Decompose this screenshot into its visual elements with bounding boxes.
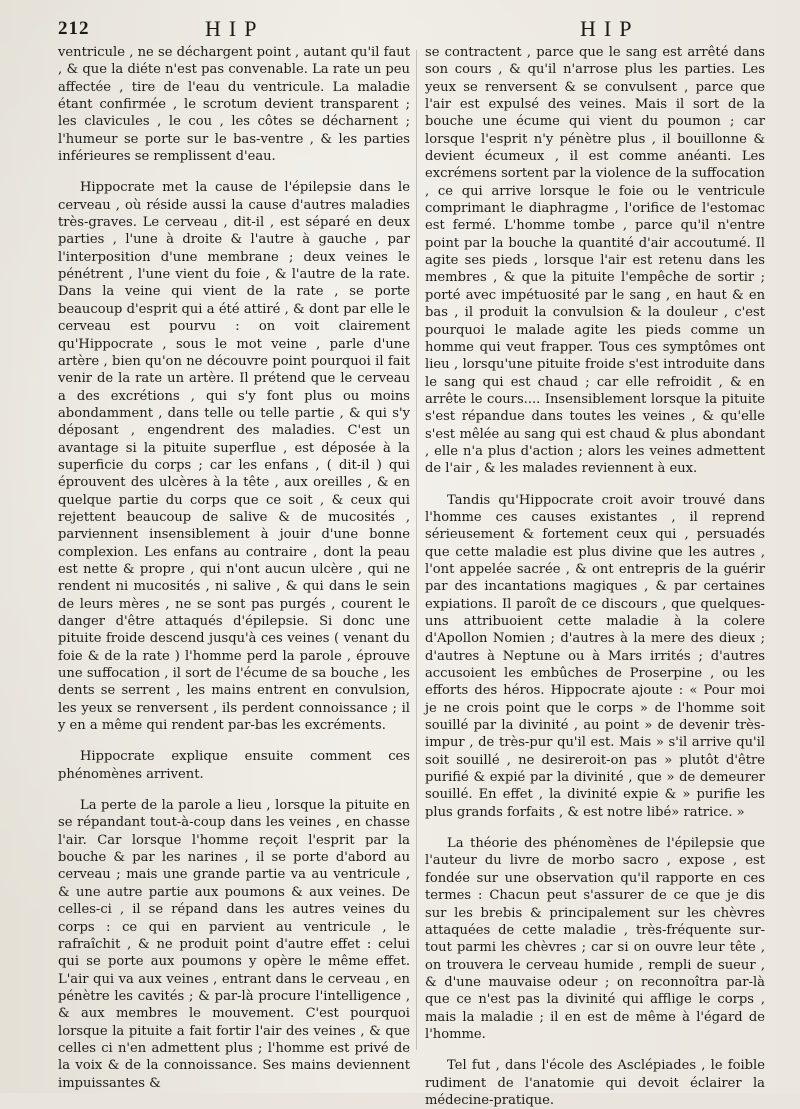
page-number: 212: [58, 18, 90, 39]
paragraph: La théorie des phénomènes de l'épilepsie que l'auteur du livre de morbo sacro , expose , est fondée sur une observation qu'il rapporte en ces termes : Chacun peut s'assurer de ce que je dis sur les brebis & principalement sur les chèvres attaquées de cette maladie , très-fréquente sur-tout parmi les chèvres ; car si on ouvre leur tête , on trouvera le cerveau humide , rempli de sueur , & d'une mauvaise odeur ; on reconnoîtra par-là que ce n'est pas la divinité qui afflige le corps , mais la maladie ; il en est de même à l'égard de l'homme.: [425, 836, 765, 1042]
column-divider: [416, 50, 417, 1050]
right-column: [425, 44, 765, 1109]
paragraph: ventricule , ne se déchargent point , autant qu'il faut , & que la diéte n'est pas convenable. La rate un peu affectée , tire de l'eau du ventricule. La maladie étant confirmée , le scrotum devient transparent ; les clavicules , le cou , les côtes se décharnent ; l'humeur se porte sur le bas-ventre , & les parties inférieures se remplissent d'eau.: [58, 45, 410, 165]
running-head-left: HIP: [205, 16, 265, 41]
running-head-right: HIP: [580, 16, 640, 41]
left-column: [58, 44, 410, 1092]
paragraph: Tel fut , dans l'école des Asclépiades , le foible rudiment de l'anatomie qui devoit éclairer la médecine-pratique.: [425, 1058, 765, 1108]
paragraph: La perte de la parole a lieu , lorsque la pituite en se répandant tout-à-coup dans les veines , en chasse l'air. Car lorsque l'homme reçoit l'esprit par la bouche & par les narines , il se porte d'abord au cerveau ; mais une grande partie va au ventricule , & une autre partie aux poumons & aux veines. De celles-ci , il se répand dans les autres veines du corps : ce qui en parvient au ventricule , le rafraîchit , & ne produit point d'autre effet : celui qui se porte aux poumons y opère le même effet. L'air qui va aux veines , entrant dans le cerveau , en pénètre les cavités ; & par-là procure l'intelligence , & aux membres le mouvement. C'est pourquoi lorsque la pituite a fait fortir l'air des veines , & que celles ci n'en admettent plus ; l'homme est privé de la voix & de la connoissance. Ses mains deviennent impuissantes &: [58, 798, 410, 1091]
page-header: [0, 16, 800, 44]
paragraph: Tandis qu'Hippocrate croit avoir trouvé dans l'homme ces causes existantes , il reprend sérieusement & fortement ceux qui , persuadés que cette maladie est plus divine que les autres , l'ont appelée sacrée , & ont entrepris de la guérir par des incantations magiques , & par certaines expiations. Il paroît de ce discours , que quelques-uns attribuoient cette maladie à la colere d'Apollon Nomien ; d'autres à la mere des dieux ; d'autres à Neptune ou à Mars irrités ; d'autres accusoient les embûches de Proserpine , ou les efforts des héros. Hippocrate ajoute : « Pour moi je ne crois point que le corps » de l'homme soit souillé par la divinité , au point » de devenir très-impur , de très-pur qu'il est. Mais » s'il arrive qu'il soit souillé , ne desireroit-on pas » plutôt d'être purifié & expié par la divinité , que » de demeurer souillé. En effet , la divinité expie & » purifie les plus grands forfaits , & est notre libé» ratrice. »: [425, 492, 765, 820]
paragraph: Hippocrate met la cause de l'épilepsie dans le cerveau , où réside aussi la cause d'autres maladies très-graves. Le cerveau , dit-il , est séparé en deux parties , l'une à droite & l'autre à gauche , par l'interposition d'une membrane ; deux veines le pénétrent , l'une vient du foie , & l'autre de la rate. Dans la veine qui vient de la rate , se porte beaucoup d'esprit qui a été attiré , & dont par elle le cerveau est pourvu : on voit clairement qu'Hippocrate , sous le mot veine , parle d'une artère , bien qu'on ne découvre point pourquoi il fait venir de la rate un artère. Il prétend que le cerveau a des excrétions , qui s'y font plus ou moins abondamment , dans telle ou telle partie , & qui s'y déposant , engendrent des maladies. C'est un avantage si la pituite superflue , est déposée à la superficie du corps ; car les enfans , ( dit-il ) qui éprouvent des ulcères à la tête , aux oreilles , & en quelque partie du corps que ce soit , & ceux qui rejettent beaucoup de salive & de mucosités , parviennent insensiblement à jouir d'une bonne complexion. Les enfans au contraire , dont la peau est nette & propre , qui n'ont aucun ulcère , qui ne rendent ni mucosités , ni salive , & qui dans le sein de leurs mères , ne se sont pas purgés , courent le danger d'être attaqués d'épilepsie. Si donc une pituite froide descend jusqu'à ces veines ( venant du foie & de la rate ) l'homme perd la parole , éprouve une suffocation , il sort de l'écume de sa bouche , les dents se serrent , les mains entrent en convulsion, les yeux se renversent , ils perdent connoissance ; il y en a même qui rendent par-bas les excréments.: [58, 180, 410, 734]
paragraph: Hippocrate explique ensuite comment ces phénomènes arrivent.: [58, 749, 410, 782]
paragraph: se contractent , parce que le sang est arrêté dans son cours , & qu'il n'arrose plus les parties. Les yeux se renversent & se convulsent , parce que l'air est expulsé des veines. Mais il sort de la bouche une écume qui vient du poumon ; car lorsque l'esprit n'y pénètre plus , il bouillonne & devient écumeux , il est comme anéanti. Les excrémens sortent par la violence de la suffocation , ce qui arrive lorsque le foie ou le ventricule comprimant le diaphragme , l'orifice de l'estomac est fermé. L'homme tombe , parce qu'il n'entre point par la bouche la quantité d'air accoutumé. Il agite ses pieds , lorsque l'air est retenu dans les membres , & que la pituite l'empêche de sortir ; porté avec impétuosité par le sang , en haut & en bas , il produit la convulsion & la douleur , c'est pourquoi le malade agite les pieds comme un homme qui veut frapper. Tous ces symptômes ont lieu , lorsqu'une pituite froide s'est introduite dans le sang qui est chaud ; car elle refroidit , & en arrête le cours.... Insensiblement lorsque la pituite s'est répandue dans toutes les veines , & qu'elle s'est mêlée au sang qui est chaud & plus abondant , elle n'a plus d'action ; alors les veines admettent de l'air , & les malades reviennent à eux.: [425, 45, 765, 477]
